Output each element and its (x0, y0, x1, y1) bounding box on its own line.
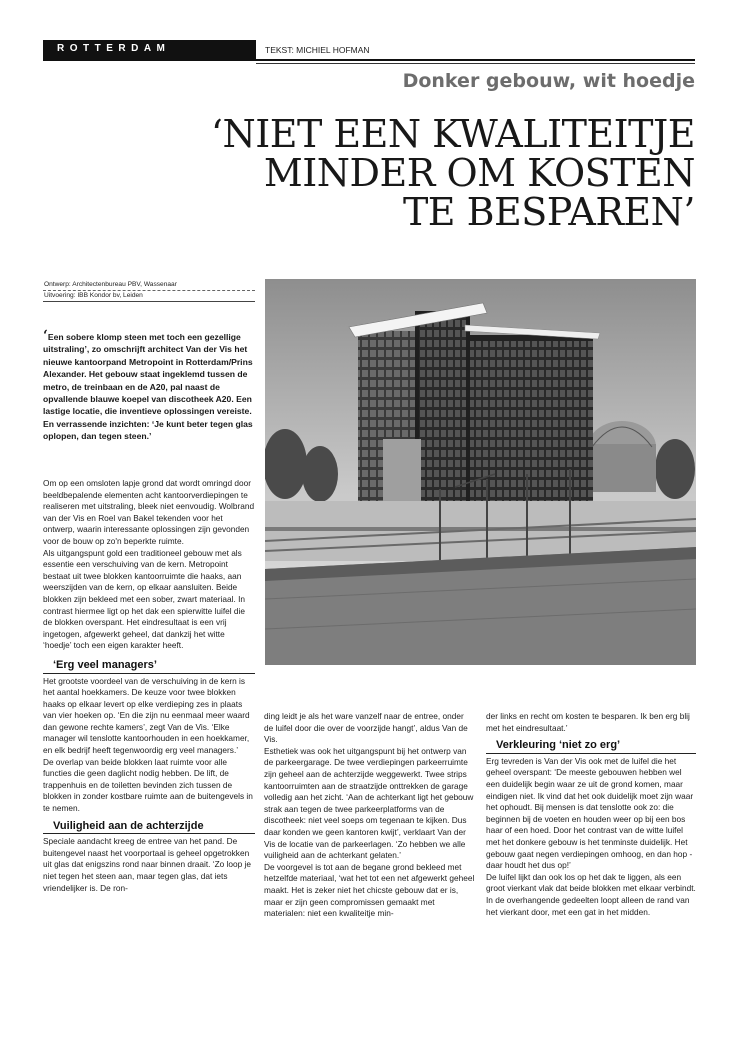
col1-paragraph-5: Speciale aandacht kreeg de entree van het pand. De buitengevel naast het voorportaal is geheel opgetrokken uit glas dat enigszins rond naar binnen draait. ‘Zo loop je niet tegen het steen aan, maar tegen glas, dat iets vriendelijker is. De ron- (43, 836, 252, 893)
article-subtitle: Donker gebouw, wit hoedje (402, 70, 695, 92)
col1-subheading-2-rule (43, 833, 255, 834)
col1-paragraph-1: Om op een omsloten lapje grond dat wordt omringd door beeldbepalende elementen acht kantoorverdiepingen te realiseren met uitstraling, bleek niet eenvoudig. Wolbrand van der Vis en Roel van Bakel tekenden voor het ontwerp, waarin interessante oplossingen zijn gevonden voor de bouw op zo'n beperkte ruimte. (43, 478, 255, 546)
header-thin-rule (256, 63, 695, 64)
col2-paragraph-1: ding leidt je als het ware vanzelf naar de entree, onder de luifel door die over de voorzijde hangt’, aldus Van de Vis. (264, 711, 468, 745)
section-label-bar (43, 40, 256, 59)
col1-paragraph-4: De overlap van beide blokken laat ruimte voor alle functies die geen daglicht nodig hebben. De lift, de trappenhuis en de toiletten bevinden zich tussen de blokken in zonder kostbare ruimte aan de buitengevels in te nemen. (43, 756, 253, 814)
col3-paragraph-3: De luifel lijkt dan ook los op het dak te liggen, als een groot vierkant vlak dat beide blokken met elkaar verbindt. In de overhangende gedeelten loopt alleen de rand van het vierkant door, met een gat in het midden. (486, 871, 696, 917)
lead-quote-mark: ‘ (43, 328, 48, 344)
col1-paragraph-3: Het grootste voordeel van de verschuiving in de kern is het aantal hoekkamers. De keuze voor twee blokken haaks op elkaar levert op elke verdieping zes in plaats van vier hoeken op. ‘En die zijn nu eenmaal meer waard dan gewone rechte kamers’, zegt Van de Vis. ‘Elke manager wil tenslotte kantoorhouden in een hoekkamer, en elk bedrijf heeft tegenwoordig erg veel managers.’ (43, 675, 250, 756)
col3-subheading-1: Verkleuring ‘niet zo erg’ (496, 739, 621, 752)
col1-subheading-2: Vuiligheid aan de achterzijde (53, 819, 204, 832)
col3-paragraph-1: der links en recht om kosten te besparen. Ik ben erg blij met het eindresultaat.’ (486, 711, 690, 733)
project-credits (43, 280, 255, 302)
credit-ontwerp: Ontwerp: Architectenbureau PBV, Wassenaar (43, 280, 255, 291)
col2-paragraph-3: De voorgevel is tot aan de begane grond bekleed met hetzelfde materiaal, ‘wat het tot een net afgewerkt geheel maakt. Het is zeker niet het chicste gebouw dat er is, maar er zijn geen compromissen gemaakt met materialen: niet een kwaliteitje min- (264, 861, 475, 919)
headline-line-1: ‘NIET EEN KWALITEITJE (210, 112, 695, 156)
building-photo (265, 279, 696, 665)
headline-line-2: MINDER OM KOSTEN (263, 151, 695, 195)
lead-paragraph (43, 330, 255, 443)
column-2 (264, 711, 475, 920)
column-3 (486, 711, 696, 918)
article-headline (135, 112, 695, 234)
credit-uitvoering: Uitvoering: IBB Kondor bv, Leiden (43, 291, 255, 302)
header-rule (43, 59, 695, 61)
col3-paragraph-2: Erg tevreden is Van der Vis ook met de luifel die het geheel overspant: ‘De meeste gebouwen hebben wel een duidelijk begin waar ze uit de grond komen, maar eindigen niet. Ik vind dat het ook duidelijk moet zijn waar het ophoudt. Bij mensen is dat tenslotte ook zo: die beginnen bij de voeten en houden weer op bij een bos haar of een hoed. Door het contrast van de witte luifel met het donkere gebouw is het tenminste duidelijk. Het gebouw gaat negen verdiepingen omhoog, en dan hop - daar houdt het dus op!’ (486, 755, 694, 871)
column-1 (43, 478, 255, 894)
headline-line-3: TE BESPAREN’ (402, 190, 695, 234)
section-label: ROTTERDAM (57, 43, 171, 54)
col2-paragraph-2: Esthetiek was ook het uitgangspunt bij het ontwerp van de parkeergarage. De twee verdiepingen parkeerruimte zijn geheel aan de achterzijde weggewerkt. Twee strips kantoorruimten aan de straatzijde onttrekken de garage volledig aan het zicht. ‘Aan de achterkant ligt het gebouw strak aan tegen de twee parkeerplatforms van de discotheek: niet veel soeps om tegenaan te kijken. Dus daar konden we geen kantoren kwijt’, verklaart Van der Vis de locatie van de parkeerlagen. ‘Zo hebben we alle vuiligheid aan de achterkant gelaten.’ (264, 745, 474, 861)
author-credit: TEKST: MICHIEL HOFMAN (265, 45, 370, 55)
lead-text: Een sobere klomp steen met toch een gezellige uitstraling’, zo omschrijft architect Van der Vis het nieuwe kantoorpand Metropoint in Rotterdam/Prins Alexander. Het gebouw staat ingeklemd tussen de metro, de treinbaan en de A20, pal naast de opvallende blauwe koepel van discotheek A20. Een lastige locatie, die inventieve oplossingen vereiste. En verrassende inzichten: ‘Je kunt beter tegen glas oplopen, dan tegen steen.’ (43, 332, 253, 442)
col3-subheading-1-rule (486, 753, 696, 754)
col1-subheading-1-rule (43, 673, 255, 674)
col1-paragraph-2: Als uitgangspunt gold een traditioneel gebouw met als essentie een verschuiving van de kern. Metropoint bestaat uit twee blokken kantoorruimte die haaks, aan weerszijden van de kern, op elkaar aansluiten. Beide blokken zijn bekleed met een sober, zwart materiaal. In contrast hiermee ligt op het dak een spierwitte luifel die de blokken overspant. Het eindresultaat is een vrij ingetogen, afgewerkt geheel, dat dankzij het witte ‘hoedje’ toch een eigen karakter heeft. (43, 547, 246, 651)
col1-subheading-1: ‘Erg veel managers’ (53, 658, 157, 671)
